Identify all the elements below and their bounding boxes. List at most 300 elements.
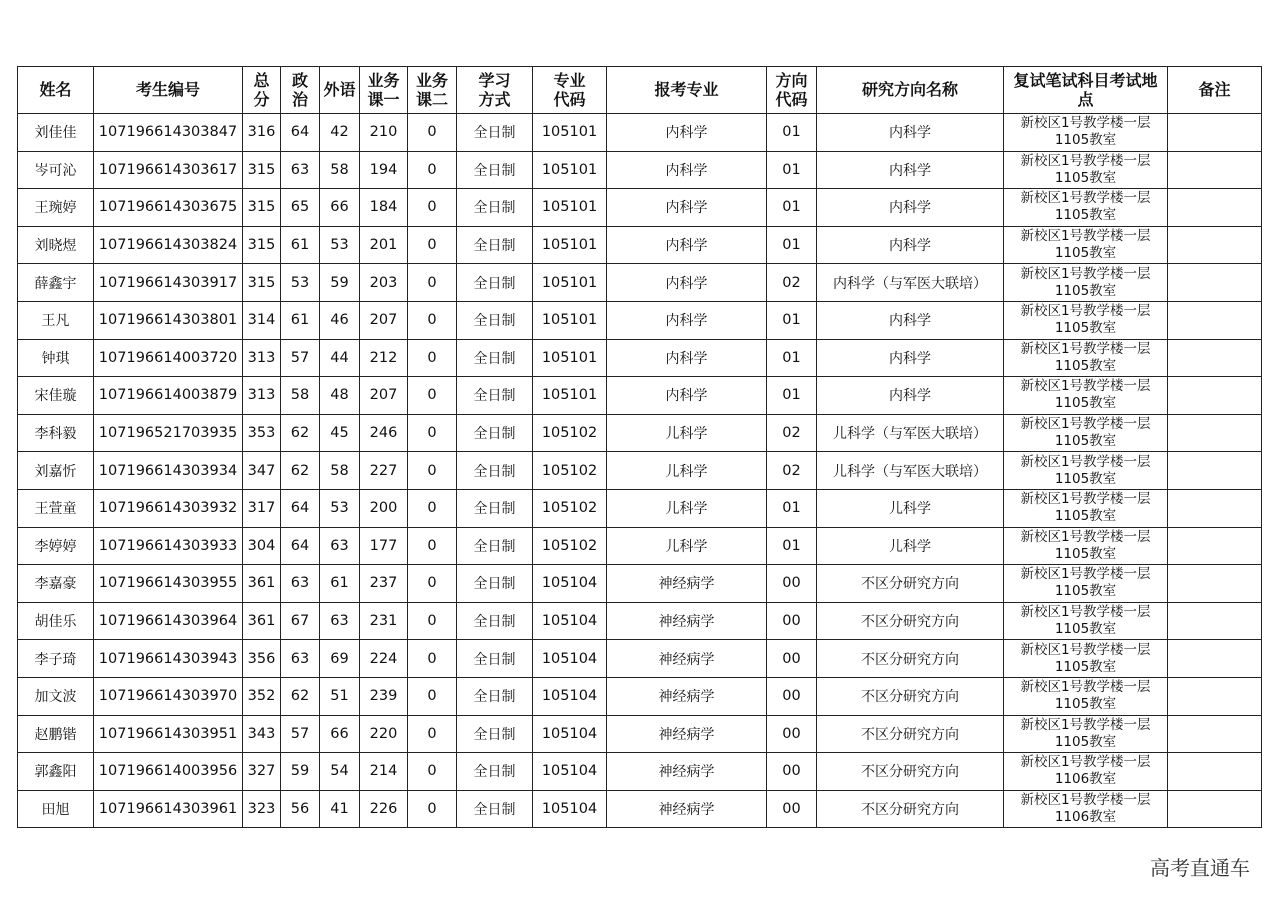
header-course-two <box>408 67 457 114</box>
cell-politics: 64 <box>281 489 320 527</box>
cell-study-mode: 全日制 <box>457 527 533 565</box>
cell-study-mode: 全日制 <box>457 151 533 189</box>
cell-major-code: 105101 <box>533 151 607 189</box>
cell-study-mode: 全日制 <box>457 264 533 302</box>
cell-direction-code: 01 <box>767 114 817 152</box>
cell-remarks <box>1168 414 1262 452</box>
cell-course-two: 0 <box>408 414 457 452</box>
cell-exam-id: 107196614303801 <box>94 301 243 339</box>
cell-remarks <box>1168 715 1262 753</box>
cell-course-one: 227 <box>360 452 408 490</box>
header-foreign-language <box>320 67 360 114</box>
watermark: 高考直通车 <box>1150 856 1250 880</box>
header-row <box>18 67 1262 114</box>
cell-foreign-language: 44 <box>320 339 360 377</box>
cell-total: 315 <box>243 189 281 227</box>
cell-direction-code: 00 <box>767 677 817 715</box>
cell-name: 钟琪 <box>18 339 94 377</box>
cell-course-one: 177 <box>360 527 408 565</box>
cell-direction-code: 00 <box>767 715 817 753</box>
cell-direction-name: 内科学（与军医大联培） <box>817 264 1004 302</box>
cell-study-mode: 全日制 <box>457 753 533 791</box>
table-row <box>18 339 1262 377</box>
cell-exam-location: 新校区1号教学楼一层 1105教室 <box>1004 377 1168 415</box>
cell-remarks <box>1168 489 1262 527</box>
cell-foreign-language: 53 <box>320 489 360 527</box>
cell-politics: 62 <box>281 414 320 452</box>
cell-remarks <box>1168 339 1262 377</box>
cell-exam-location: 新校区1号教学楼一层 1105教室 <box>1004 114 1168 152</box>
cell-study-mode: 全日制 <box>457 677 533 715</box>
cell-major-code: 105101 <box>533 189 607 227</box>
cell-course-one: 212 <box>360 339 408 377</box>
cell-major: 神经病学 <box>607 602 767 640</box>
header-course-one-line: 业务 <box>367 71 400 90</box>
cell-study-mode: 全日制 <box>457 339 533 377</box>
cell-total: 347 <box>243 452 281 490</box>
cell-direction-code: 01 <box>767 226 817 264</box>
table-row <box>18 414 1262 452</box>
cell-exam-id: 107196614303964 <box>94 602 243 640</box>
cell-foreign-language: 61 <box>320 565 360 603</box>
cell-direction-name: 内科学 <box>817 226 1004 264</box>
header-name <box>18 67 94 114</box>
cell-course-two: 0 <box>408 377 457 415</box>
header-course-two-line: 课二 <box>415 90 448 109</box>
cell-total: 315 <box>243 264 281 302</box>
cell-name: 胡佳乐 <box>18 602 94 640</box>
cell-exam-location: 新校区1号教学楼一层 1106教室 <box>1004 753 1168 791</box>
cell-total: 353 <box>243 414 281 452</box>
cell-course-one: 203 <box>360 264 408 302</box>
cell-exam-location: 新校区1号教学楼一层 1106教室 <box>1004 790 1168 828</box>
header-remarks <box>1168 67 1262 114</box>
cell-direction-code: 00 <box>767 753 817 791</box>
cell-remarks <box>1168 114 1262 152</box>
cell-politics: 64 <box>281 114 320 152</box>
cell-course-two: 0 <box>408 226 457 264</box>
cell-exam-location: 新校区1号教学楼一层 1105教室 <box>1004 264 1168 302</box>
cell-direction-name: 内科学 <box>817 189 1004 227</box>
cell-politics: 61 <box>281 226 320 264</box>
cell-remarks <box>1168 301 1262 339</box>
cell-course-two: 0 <box>408 677 457 715</box>
cell-direction-name: 儿科学（与军医大联培） <box>817 414 1004 452</box>
header-exam-location <box>1004 67 1168 114</box>
cell-total: 327 <box>243 753 281 791</box>
cell-study-mode: 全日制 <box>457 301 533 339</box>
cell-exam-location: 新校区1号教学楼一层 1105教室 <box>1004 565 1168 603</box>
cell-exam-id: 107196614303917 <box>94 264 243 302</box>
cell-exam-location: 新校区1号教学楼一层 1105教室 <box>1004 715 1168 753</box>
cell-course-one: 207 <box>360 377 408 415</box>
cell-course-two: 0 <box>408 264 457 302</box>
cell-total: 313 <box>243 339 281 377</box>
cell-study-mode: 全日制 <box>457 414 533 452</box>
cell-course-two: 0 <box>408 715 457 753</box>
cell-exam-id: 107196614303617 <box>94 151 243 189</box>
cell-course-two: 0 <box>408 452 457 490</box>
cell-direction-code: 00 <box>767 640 817 678</box>
cell-name: 宋佳璇 <box>18 377 94 415</box>
cell-course-one: 224 <box>360 640 408 678</box>
cell-total: 316 <box>243 114 281 152</box>
header-direction-code-line: 方向 <box>775 71 808 90</box>
cell-course-two: 0 <box>408 565 457 603</box>
cell-total: 313 <box>243 377 281 415</box>
cell-politics: 57 <box>281 339 320 377</box>
cell-major-code: 105102 <box>533 452 607 490</box>
cell-remarks <box>1168 226 1262 264</box>
cell-foreign-language: 63 <box>320 527 360 565</box>
header-direction-name-line: 研究方向名称 <box>861 80 958 99</box>
cell-course-one: 210 <box>360 114 408 152</box>
cell-major-code: 105104 <box>533 753 607 791</box>
cell-course-one: 200 <box>360 489 408 527</box>
header-name-line: 姓名 <box>39 80 72 99</box>
cell-name: 刘佳佳 <box>18 114 94 152</box>
cell-study-mode: 全日制 <box>457 452 533 490</box>
header-total-line: 总 <box>253 71 270 90</box>
cell-exam-id: 107196614303961 <box>94 790 243 828</box>
cell-exam-id: 107196614303955 <box>94 565 243 603</box>
header-exam-location-line: 点 <box>1077 90 1094 109</box>
cell-name: 王萱童 <box>18 489 94 527</box>
cell-course-two: 0 <box>408 189 457 227</box>
cell-exam-location: 新校区1号教学楼一层 1105教室 <box>1004 677 1168 715</box>
cell-direction-code: 02 <box>767 452 817 490</box>
cell-foreign-language: 53 <box>320 226 360 264</box>
cell-total: 304 <box>243 527 281 565</box>
cell-politics: 63 <box>281 565 320 603</box>
cell-name: 刘嘉忻 <box>18 452 94 490</box>
cell-politics: 53 <box>281 264 320 302</box>
cell-remarks <box>1168 790 1262 828</box>
cell-remarks <box>1168 602 1262 640</box>
cell-politics: 62 <box>281 677 320 715</box>
cell-exam-location: 新校区1号教学楼一层 1105教室 <box>1004 452 1168 490</box>
cell-total: 361 <box>243 565 281 603</box>
cell-major-code: 105104 <box>533 565 607 603</box>
cell-major: 内科学 <box>607 339 767 377</box>
cell-politics: 63 <box>281 151 320 189</box>
cell-exam-location: 新校区1号教学楼一层 1105教室 <box>1004 527 1168 565</box>
cell-foreign-language: 46 <box>320 301 360 339</box>
cell-exam-id: 107196614303675 <box>94 189 243 227</box>
cell-study-mode: 全日制 <box>457 189 533 227</box>
cell-exam-location: 新校区1号教学楼一层 1105教室 <box>1004 301 1168 339</box>
cell-remarks <box>1168 677 1262 715</box>
cell-major-code: 105104 <box>533 602 607 640</box>
cell-total: 317 <box>243 489 281 527</box>
cell-exam-id: 107196614303932 <box>94 489 243 527</box>
cell-course-one: 220 <box>360 715 408 753</box>
cell-major-code: 105104 <box>533 790 607 828</box>
cell-name: 王凡 <box>18 301 94 339</box>
header-study-mode-line: 方式 <box>478 90 511 109</box>
cell-name: 王琬婷 <box>18 189 94 227</box>
table-row <box>18 527 1262 565</box>
cell-major: 神经病学 <box>607 677 767 715</box>
cell-major: 内科学 <box>607 151 767 189</box>
cell-direction-code: 02 <box>767 264 817 302</box>
cell-study-mode: 全日制 <box>457 565 533 603</box>
cell-major-code: 105102 <box>533 414 607 452</box>
cell-major: 内科学 <box>607 301 767 339</box>
cell-exam-id: 107196521703935 <box>94 414 243 452</box>
cell-total: 361 <box>243 602 281 640</box>
table-row <box>18 151 1262 189</box>
header-major-code <box>533 67 607 114</box>
header-course-one <box>360 67 408 114</box>
table-row <box>18 301 1262 339</box>
cell-course-one: 246 <box>360 414 408 452</box>
header-major-code-line: 专业 <box>553 71 586 90</box>
cell-course-two: 0 <box>408 527 457 565</box>
cell-name: 李婷婷 <box>18 527 94 565</box>
cell-direction-code: 01 <box>767 339 817 377</box>
header-course-one-line: 课一 <box>367 90 400 109</box>
table-row <box>18 377 1262 415</box>
cell-exam-location: 新校区1号教学楼一层 1105教室 <box>1004 602 1168 640</box>
table-row <box>18 189 1262 227</box>
cell-politics: 56 <box>281 790 320 828</box>
cell-exam-id: 107196614003956 <box>94 753 243 791</box>
cell-remarks <box>1168 151 1262 189</box>
table-row <box>18 565 1262 603</box>
cell-remarks <box>1168 527 1262 565</box>
cell-foreign-language: 48 <box>320 377 360 415</box>
header-study-mode <box>457 67 533 114</box>
header-direction-code-line: 代码 <box>775 90 808 109</box>
cell-foreign-language: 58 <box>320 151 360 189</box>
cell-course-two: 0 <box>408 753 457 791</box>
cell-direction-code: 00 <box>767 790 817 828</box>
cell-foreign-language: 69 <box>320 640 360 678</box>
cell-major-code: 105101 <box>533 339 607 377</box>
table-body <box>18 114 1262 828</box>
cell-study-mode: 全日制 <box>457 226 533 264</box>
header-exam-id-line: 考生编号 <box>135 80 200 99</box>
cell-exam-id: 107196614303951 <box>94 715 243 753</box>
cell-course-two: 0 <box>408 489 457 527</box>
cell-exam-location: 新校区1号教学楼一层 1105教室 <box>1004 189 1168 227</box>
score-table <box>17 66 1262 828</box>
cell-name: 岑可沁 <box>18 151 94 189</box>
cell-direction-name: 不区分研究方向 <box>817 640 1004 678</box>
table-row <box>18 452 1262 490</box>
cell-major-code: 105104 <box>533 715 607 753</box>
cell-exam-id: 107196614303943 <box>94 640 243 678</box>
cell-major: 内科学 <box>607 377 767 415</box>
cell-remarks <box>1168 189 1262 227</box>
cell-total: 356 <box>243 640 281 678</box>
cell-exam-id: 107196614303824 <box>94 226 243 264</box>
cell-direction-name: 儿科学 <box>817 527 1004 565</box>
cell-major-code: 105102 <box>533 527 607 565</box>
cell-remarks <box>1168 640 1262 678</box>
cell-total: 315 <box>243 226 281 264</box>
cell-direction-code: 00 <box>767 602 817 640</box>
header-politics <box>281 67 320 114</box>
cell-remarks <box>1168 264 1262 302</box>
cell-direction-code: 01 <box>767 527 817 565</box>
cell-remarks <box>1168 452 1262 490</box>
cell-course-one: 201 <box>360 226 408 264</box>
cell-name: 田旭 <box>18 790 94 828</box>
cell-course-one: 207 <box>360 301 408 339</box>
cell-major: 内科学 <box>607 226 767 264</box>
cell-foreign-language: 59 <box>320 264 360 302</box>
cell-direction-name: 不区分研究方向 <box>817 677 1004 715</box>
cell-major-code: 105101 <box>533 301 607 339</box>
cell-major: 儿科学 <box>607 414 767 452</box>
cell-politics: 57 <box>281 715 320 753</box>
cell-foreign-language: 42 <box>320 114 360 152</box>
cell-direction-code: 02 <box>767 414 817 452</box>
cell-major: 神经病学 <box>607 715 767 753</box>
cell-foreign-language: 41 <box>320 790 360 828</box>
cell-course-one: 214 <box>360 753 408 791</box>
header-direction-code <box>767 67 817 114</box>
cell-direction-name: 内科学 <box>817 114 1004 152</box>
cell-total: 314 <box>243 301 281 339</box>
cell-exam-id: 107196614003879 <box>94 377 243 415</box>
cell-study-mode: 全日制 <box>457 489 533 527</box>
header-direction-name <box>817 67 1004 114</box>
cell-name: 薛鑫宇 <box>18 264 94 302</box>
cell-course-two: 0 <box>408 790 457 828</box>
cell-name: 刘晓煜 <box>18 226 94 264</box>
cell-exam-id: 107196614303933 <box>94 527 243 565</box>
cell-major-code: 105101 <box>533 114 607 152</box>
header-total-line: 分 <box>253 90 270 109</box>
cell-direction-code: 01 <box>767 151 817 189</box>
table-header <box>18 67 1262 114</box>
cell-major-code: 105102 <box>533 489 607 527</box>
cell-study-mode: 全日制 <box>457 790 533 828</box>
cell-direction-name: 不区分研究方向 <box>817 715 1004 753</box>
cell-major: 内科学 <box>607 264 767 302</box>
header-exam-location-line: 复试笔试科目考试地 <box>1013 71 1158 90</box>
cell-name: 李嘉豪 <box>18 565 94 603</box>
table-row <box>18 489 1262 527</box>
cell-exam-location: 新校区1号教学楼一层 1105教室 <box>1004 414 1168 452</box>
cell-major-code: 105101 <box>533 264 607 302</box>
cell-major-code: 105101 <box>533 377 607 415</box>
cell-direction-code: 01 <box>767 377 817 415</box>
cell-direction-code: 01 <box>767 301 817 339</box>
cell-foreign-language: 58 <box>320 452 360 490</box>
cell-exam-id: 107196614303847 <box>94 114 243 152</box>
cell-direction-name: 不区分研究方向 <box>817 602 1004 640</box>
cell-course-two: 0 <box>408 602 457 640</box>
cell-total: 323 <box>243 790 281 828</box>
table-row <box>18 677 1262 715</box>
header-major-code-line: 代码 <box>553 90 586 109</box>
cell-politics: 59 <box>281 753 320 791</box>
cell-total: 343 <box>243 715 281 753</box>
cell-politics: 62 <box>281 452 320 490</box>
cell-major: 神经病学 <box>607 640 767 678</box>
cell-name: 郭鑫阳 <box>18 753 94 791</box>
cell-major: 儿科学 <box>607 489 767 527</box>
cell-direction-code: 00 <box>767 565 817 603</box>
cell-direction-name: 不区分研究方向 <box>817 753 1004 791</box>
cell-remarks <box>1168 565 1262 603</box>
cell-politics: 58 <box>281 377 320 415</box>
cell-study-mode: 全日制 <box>457 640 533 678</box>
cell-name: 赵鹏锴 <box>18 715 94 753</box>
table-row <box>18 264 1262 302</box>
cell-course-two: 0 <box>408 339 457 377</box>
cell-major: 内科学 <box>607 189 767 227</box>
header-politics-line: 治 <box>291 90 308 109</box>
cell-name: 李子琦 <box>18 640 94 678</box>
cell-major: 儿科学 <box>607 452 767 490</box>
cell-direction-name: 内科学 <box>817 377 1004 415</box>
cell-study-mode: 全日制 <box>457 377 533 415</box>
header-politics-line: 政 <box>291 71 308 90</box>
header-exam-id <box>94 67 243 114</box>
header-study-mode-line: 学习 <box>478 71 511 90</box>
cell-major: 神经病学 <box>607 565 767 603</box>
cell-politics: 67 <box>281 602 320 640</box>
cell-exam-location: 新校区1号教学楼一层 1105教室 <box>1004 640 1168 678</box>
cell-major: 神经病学 <box>607 753 767 791</box>
cell-politics: 63 <box>281 640 320 678</box>
cell-major: 神经病学 <box>607 790 767 828</box>
cell-major: 内科学 <box>607 114 767 152</box>
cell-course-two: 0 <box>408 151 457 189</box>
cell-foreign-language: 66 <box>320 189 360 227</box>
cell-course-two: 0 <box>408 114 457 152</box>
table-row <box>18 715 1262 753</box>
cell-direction-name: 儿科学（与军医大联培） <box>817 452 1004 490</box>
cell-major-code: 105101 <box>533 226 607 264</box>
cell-total: 352 <box>243 677 281 715</box>
cell-direction-name: 不区分研究方向 <box>817 565 1004 603</box>
header-major-line: 报考专业 <box>654 80 719 99</box>
cell-name: 加文波 <box>18 677 94 715</box>
cell-exam-location: 新校区1号教学楼一层 1105教室 <box>1004 151 1168 189</box>
cell-exam-location: 新校区1号教学楼一层 1105教室 <box>1004 226 1168 264</box>
cell-major: 儿科学 <box>607 527 767 565</box>
header-major <box>607 67 767 114</box>
cell-politics: 61 <box>281 301 320 339</box>
cell-course-one: 237 <box>360 565 408 603</box>
cell-major-code: 105104 <box>533 677 607 715</box>
cell-exam-location: 新校区1号教学楼一层 1105教室 <box>1004 489 1168 527</box>
cell-direction-code: 01 <box>767 489 817 527</box>
cell-course-two: 0 <box>408 301 457 339</box>
cell-exam-id: 107196614003720 <box>94 339 243 377</box>
cell-study-mode: 全日制 <box>457 715 533 753</box>
cell-direction-name: 内科学 <box>817 301 1004 339</box>
cell-course-two: 0 <box>408 640 457 678</box>
cell-foreign-language: 51 <box>320 677 360 715</box>
header-course-two-line: 业务 <box>415 71 448 90</box>
cell-course-one: 226 <box>360 790 408 828</box>
table-row <box>18 602 1262 640</box>
cell-foreign-language: 54 <box>320 753 360 791</box>
cell-course-one: 231 <box>360 602 408 640</box>
cell-politics: 65 <box>281 189 320 227</box>
cell-name: 李科毅 <box>18 414 94 452</box>
cell-direction-name: 儿科学 <box>817 489 1004 527</box>
table-row <box>18 790 1262 828</box>
cell-direction-code: 01 <box>767 189 817 227</box>
